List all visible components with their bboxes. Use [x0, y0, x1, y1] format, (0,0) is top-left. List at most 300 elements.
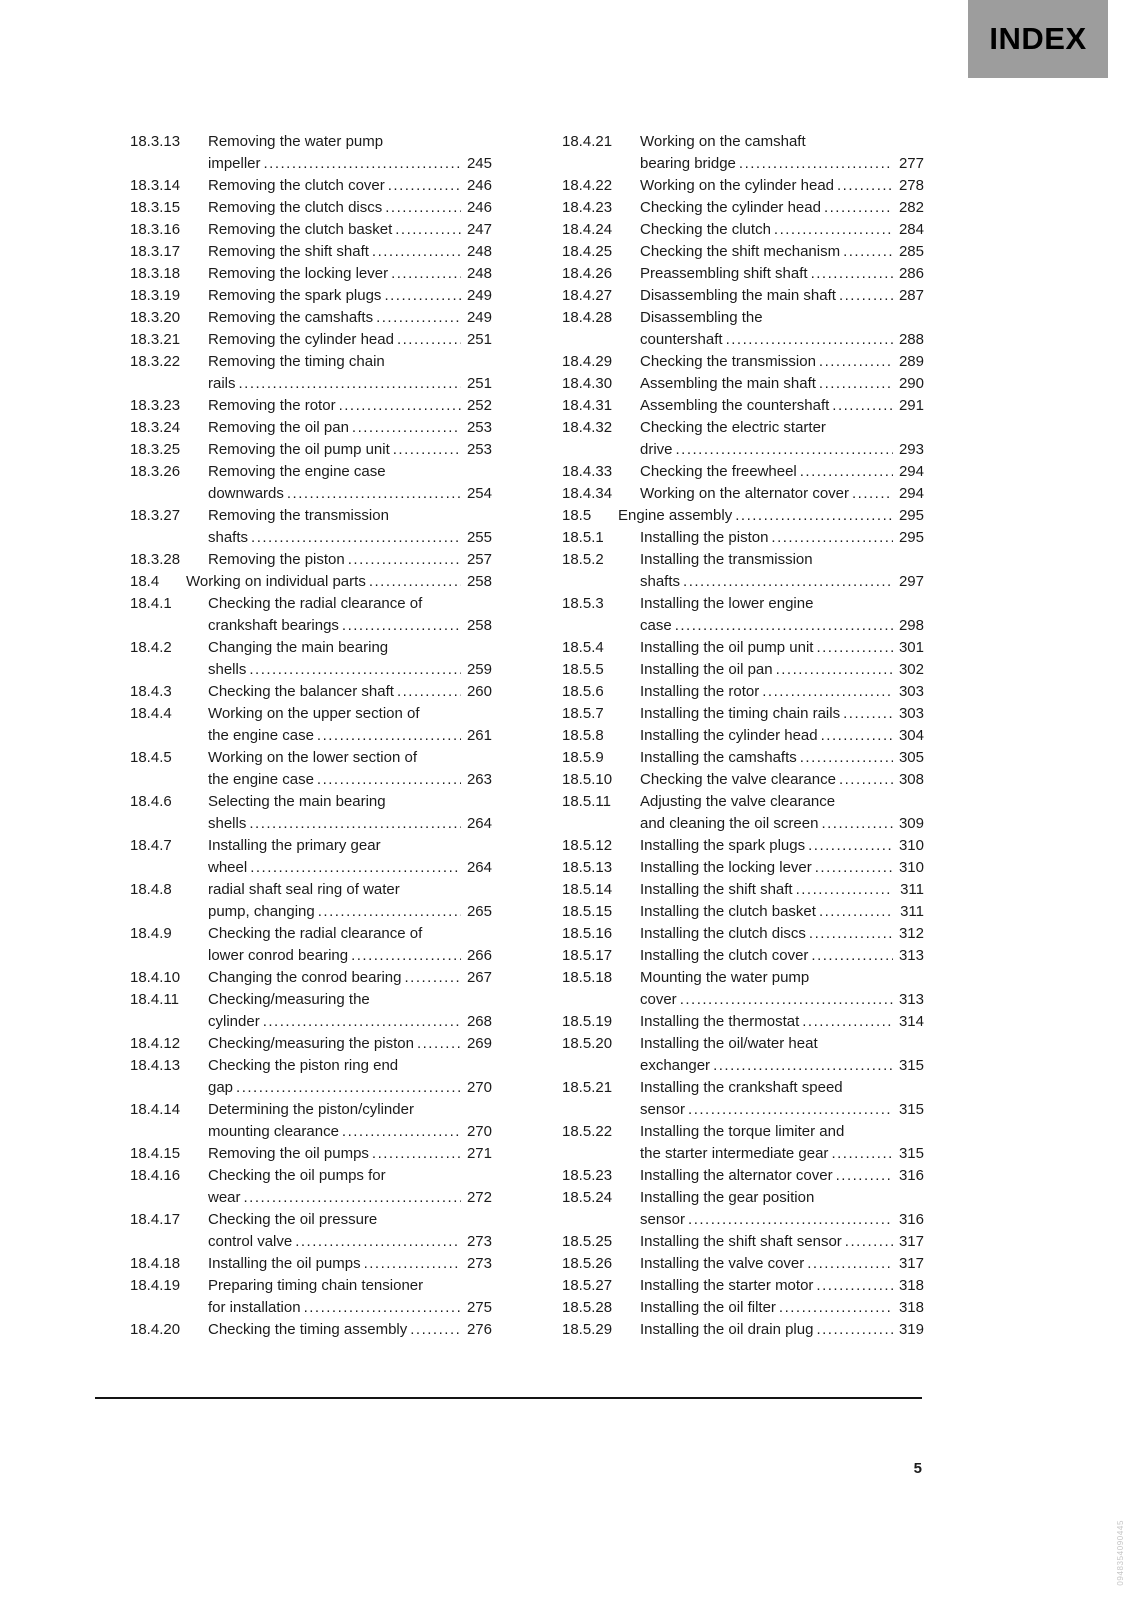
toc-entry: [130, 1033, 492, 1055]
dot-leader: [372, 1143, 461, 1165]
entry-number: [562, 989, 640, 1011]
toc-entry-line: [130, 725, 492, 747]
toc-entry: [562, 461, 924, 483]
toc-entry: [130, 351, 492, 395]
entry-number: 18.3.18: [130, 265, 181, 282]
entry-number: 18.4.2: [130, 639, 172, 656]
entry-title: Installing the cylinder head: [640, 727, 818, 744]
toc-entry-line: [130, 1297, 492, 1319]
entry-number: 18.5.13: [562, 859, 613, 876]
entry-title: Removing the oil pump unit: [208, 441, 390, 458]
entry-number: 18.3.17: [130, 243, 181, 260]
toc-entry: [130, 923, 492, 967]
dot-leader: [376, 307, 461, 329]
toc-entry-line: [562, 571, 924, 593]
entry-title: Changing the conrod bearing: [208, 969, 402, 986]
toc-entry-line: [562, 373, 924, 395]
entry-number: 18.4.12: [130, 1035, 181, 1052]
dot-leader: [317, 725, 461, 747]
toc-entry-line: [130, 1077, 492, 1099]
toc-entry-line: [130, 1143, 492, 1165]
entry-title: crankshaft bearings: [208, 617, 339, 634]
dot-leader: [821, 813, 893, 835]
entry-title: lower conrod bearing: [208, 947, 349, 964]
entry-number: [562, 813, 640, 835]
entry-title: Installing the rotor: [640, 683, 760, 700]
entry-number: 18.5.27: [562, 1277, 613, 1294]
entry-title: Installing the oil drain plug: [640, 1321, 814, 1338]
entry-page-number: 310: [898, 837, 924, 854]
dot-leader: [395, 219, 461, 241]
toc-entry-line: [562, 857, 924, 879]
toc-entry-line: [562, 593, 924, 615]
toc-entry-line: [562, 1033, 924, 1055]
dot-leader: [369, 571, 461, 593]
dot-leader: [680, 989, 893, 1011]
toc-entry-line: [562, 747, 924, 769]
toc-entry-line: [562, 197, 924, 219]
toc-entry: [562, 835, 924, 857]
index-header-box: [968, 0, 1108, 78]
toc-entry: [130, 1143, 492, 1165]
entry-page-number: 272: [466, 1189, 492, 1206]
entry-number: 18.3.22: [130, 353, 181, 370]
dot-leader: [352, 417, 461, 439]
dot-leader: [397, 329, 461, 351]
toc-entry: [562, 373, 924, 395]
entry-title: Checking the freewheel: [640, 463, 797, 480]
toc-entry-line: [130, 549, 492, 571]
toc-entry: [562, 241, 924, 263]
toc-entry: [562, 483, 924, 505]
dot-leader: [251, 527, 461, 549]
entry-title: Assembling the main shaft: [640, 375, 816, 392]
toc-entry-line: [130, 351, 492, 373]
toc-entry: [130, 197, 492, 219]
toc-entry: [130, 505, 492, 549]
toc-entry-line: [562, 1187, 924, 1209]
dot-leader: [726, 329, 893, 351]
entry-title: pump, changing: [208, 903, 315, 920]
toc-entry-line: [130, 989, 492, 1011]
entry-title: Installing the locking lever: [640, 859, 812, 876]
dot-leader: [852, 483, 893, 505]
entry-page-number: 271: [466, 1145, 492, 1162]
toc-entry-line: [130, 219, 492, 241]
entry-page-number: 305: [898, 749, 924, 766]
toc-entry: [562, 285, 924, 307]
toc-entry-line: [562, 967, 924, 989]
entry-number: [130, 615, 208, 637]
toc-entry: [562, 175, 924, 197]
entry-title: Installing the timing chain rails: [640, 705, 841, 722]
entry-number: [130, 659, 208, 681]
toc-entry-line: [130, 197, 492, 219]
entry-page-number: 315: [898, 1145, 924, 1162]
toc-entry-line: [562, 813, 924, 835]
entry-number: [130, 1187, 208, 1209]
dot-leader: [762, 681, 893, 703]
toc-entry-line: [562, 791, 924, 813]
toc-entry-line: [130, 1165, 492, 1187]
entry-title: Removing the timing chain: [208, 353, 385, 370]
entry-number: [130, 527, 208, 549]
entry-title: shells: [208, 661, 247, 678]
entry-title: radial shaft seal ring of water: [208, 881, 400, 898]
toc-entry-line: [562, 615, 924, 637]
entry-number: 18.3.25: [130, 441, 181, 458]
dot-leader: [239, 373, 461, 395]
entry-title: case: [640, 617, 672, 634]
entry-title: Installing the shift shaft sensor: [640, 1233, 842, 1250]
footer-rule: [95, 1397, 922, 1399]
toc-entry: [562, 967, 924, 1011]
entry-page-number: 298: [898, 617, 924, 634]
toc-entry-line: [562, 329, 924, 351]
toc-entry-line: [562, 131, 924, 153]
dot-leader: [809, 923, 893, 945]
toc-entry: [130, 329, 492, 351]
entry-number: 18.5.19: [562, 1013, 613, 1030]
toc-entry-line: [130, 285, 492, 307]
dot-leader: [372, 241, 461, 263]
toc-entry-line: [130, 857, 492, 879]
entry-title: Removing the clutch basket: [208, 221, 393, 238]
entry-page-number: 293: [898, 441, 924, 458]
entry-page-number: 286: [898, 265, 924, 282]
toc-entry: [130, 1319, 492, 1341]
entry-title: Checking the cylinder head: [640, 199, 821, 216]
entry-page-number: 304: [898, 727, 924, 744]
entry-number: [130, 901, 208, 923]
toc-entry-line: [562, 505, 924, 527]
dot-leader: [819, 351, 893, 373]
entry-page-number: 313: [898, 991, 924, 1008]
entry-page-number: 316: [898, 1211, 924, 1228]
entry-title: cover: [640, 991, 677, 1008]
table-of-contents: [130, 131, 924, 1341]
entry-title: Checking the oil pumps for: [208, 1167, 386, 1184]
toc-entry-line: [130, 835, 492, 857]
entry-number: 18.4.4: [130, 705, 172, 722]
entry-number: [130, 373, 208, 395]
entry-title: Disassembling the main shaft: [640, 287, 836, 304]
entry-number: 18.5.22: [562, 1123, 613, 1140]
toc-entry: [562, 351, 924, 373]
toc-entry: [562, 1165, 924, 1187]
toc-entry-line: [562, 1253, 924, 1275]
toc-entry-line: [562, 835, 924, 857]
dot-leader: [837, 175, 893, 197]
toc-entry-line: [562, 1275, 924, 1297]
entry-page-number: 308: [898, 771, 924, 788]
entry-number: 18.4.8: [130, 881, 172, 898]
entry-number: 18.5.16: [562, 925, 613, 942]
entry-number: 18.4.6: [130, 793, 172, 810]
toc-entry-line: [130, 417, 492, 439]
entry-page-number: 285: [898, 243, 924, 260]
entry-title: Working on the lower section of: [208, 749, 417, 766]
toc-entry-line: [130, 747, 492, 769]
entry-title: Checking/measuring the piston: [208, 1035, 414, 1052]
toc-entry: [130, 1099, 492, 1143]
toc-entry-line: [562, 439, 924, 461]
dot-leader: [688, 1099, 893, 1121]
toc-entry-line: [562, 1011, 924, 1033]
dot-leader: [843, 241, 893, 263]
entry-title: Disassembling the: [640, 309, 763, 326]
toc-entry-line: [130, 329, 492, 351]
toc-entry: [562, 1297, 924, 1319]
entry-number: 18.4.25: [562, 243, 613, 260]
entry-number: 18.5.9: [562, 749, 604, 766]
toc-column-left: [130, 131, 492, 1341]
toc-entry-line: [130, 681, 492, 703]
entry-title: Installing the crankshaft speed: [640, 1079, 843, 1096]
entry-page-number: 295: [898, 507, 924, 524]
entry-title: the starter intermediate gear: [640, 1145, 829, 1162]
entry-page-number: 275: [466, 1299, 492, 1316]
toc-entry: [562, 395, 924, 417]
entry-title: rails: [208, 375, 236, 392]
entry-page-number: 313: [898, 947, 924, 964]
entry-title: Installing the piston: [640, 529, 769, 546]
entry-number: [562, 1099, 640, 1121]
entry-number: 18.5.2: [562, 551, 604, 568]
toc-entry-line: [130, 791, 492, 813]
toc-entry-line: [562, 395, 924, 417]
toc-entry-line: [130, 593, 492, 615]
entry-page-number: 264: [466, 815, 492, 832]
toc-entry: [130, 1253, 492, 1275]
entry-page-number: 315: [898, 1057, 924, 1074]
toc-entry: [562, 637, 924, 659]
entry-title: Working on the cylinder head: [640, 177, 835, 194]
toc-entry-line: [130, 769, 492, 791]
dot-leader: [295, 1231, 461, 1253]
dot-leader: [236, 1077, 461, 1099]
entry-title: Removing the locking lever: [208, 265, 389, 282]
entry-number: [130, 1077, 208, 1099]
entry-number: [562, 153, 640, 175]
dot-leader: [808, 835, 893, 857]
entry-number: [130, 857, 208, 879]
entry-number: 18.3.15: [130, 199, 181, 216]
entry-number: 18.3.27: [130, 507, 181, 524]
dot-leader: [348, 549, 461, 571]
toc-entry-line: [562, 1209, 924, 1231]
dot-leader: [249, 659, 461, 681]
toc-entry: [130, 263, 492, 285]
entry-title: Checking the clutch: [640, 221, 771, 238]
toc-entry-line: [562, 1077, 924, 1099]
entry-title: Installing the alternator cover: [640, 1167, 833, 1184]
toc-entry-line: [562, 461, 924, 483]
entry-title: countershaft: [640, 331, 723, 348]
entry-number: 18.5.14: [562, 881, 613, 898]
dot-leader: [244, 1187, 461, 1209]
entry-title: Mounting the water pump: [640, 969, 810, 986]
toc-entry-line: [130, 483, 492, 505]
entry-title: shells: [208, 815, 247, 832]
entry-title: Checking the balancer shaft: [208, 683, 394, 700]
toc-entry: [562, 527, 924, 549]
toc-entry-line: [130, 659, 492, 681]
toc-entry-line: [562, 417, 924, 439]
entry-number: 18.4.32: [562, 419, 613, 436]
dot-leader: [832, 395, 893, 417]
entry-number: 18.3.16: [130, 221, 181, 238]
entry-title: Removing the water pump: [208, 133, 384, 150]
toc-entry: [130, 703, 492, 747]
entry-number: 18.3.20: [130, 309, 181, 326]
entry-number: 18.4.13: [130, 1057, 181, 1074]
entry-page-number: 267: [466, 969, 492, 986]
entry-number: 18.3.24: [130, 419, 181, 436]
entry-title: Installing the starter motor: [640, 1277, 814, 1294]
watermark-text: 0948354090445: [1116, 1520, 1125, 1586]
toc-entry: [562, 1187, 924, 1231]
toc-entry: [562, 505, 924, 527]
entry-title: gap: [208, 1079, 234, 1096]
entry-number: 18.3.13: [130, 133, 181, 150]
toc-entry-line: [130, 1231, 492, 1253]
entry-title: Removing the oil pan: [208, 419, 349, 436]
entry-number: 18.4.1: [130, 595, 172, 612]
dot-leader: [811, 263, 893, 285]
dot-leader: [264, 153, 461, 175]
entry-title: Installing the spark plugs: [640, 837, 806, 854]
toc-entry: [130, 593, 492, 637]
entry-page-number: 265: [466, 903, 492, 920]
entry-page-number: 317: [898, 1255, 924, 1272]
toc-entry-line: [130, 637, 492, 659]
entry-page-number: 249: [466, 287, 492, 304]
entry-title: Installing the oil pump unit: [640, 639, 814, 656]
entry-number: 18.5.11: [562, 793, 611, 810]
dot-leader: [397, 681, 461, 703]
entry-page-number: 289: [898, 353, 924, 370]
toc-entry-line: [562, 307, 924, 329]
entry-number: 18.4.5: [130, 749, 172, 766]
toc-column-right: [562, 131, 924, 1341]
dot-leader: [676, 439, 893, 461]
toc-entry: [130, 967, 492, 989]
toc-entry: [130, 637, 492, 681]
toc-entry: [562, 1011, 924, 1033]
entry-number: 18.4.23: [562, 199, 613, 216]
toc-entry: [130, 1275, 492, 1319]
dot-leader: [779, 1297, 893, 1319]
entry-number: 18.4.16: [130, 1167, 181, 1184]
entry-number: 18.4.20: [130, 1321, 181, 1338]
entry-page-number: 273: [466, 1255, 492, 1272]
entry-number: [562, 571, 640, 593]
entry-page-number: 266: [466, 947, 492, 964]
toc-entry: [562, 549, 924, 593]
entry-page-number: 314: [898, 1013, 924, 1030]
entry-title: Removing the cylinder head: [208, 331, 394, 348]
entry-title: Changing the main bearing: [208, 639, 389, 656]
toc-entry-line: [130, 1011, 492, 1033]
toc-entry-line: [130, 307, 492, 329]
toc-entry-line: [130, 1099, 492, 1121]
toc-entry-line: [562, 659, 924, 681]
entry-number: 18.5.8: [562, 727, 604, 744]
entry-number: 18.5.20: [562, 1035, 613, 1052]
entry-title: Preparing timing chain tensioner: [208, 1277, 424, 1294]
entry-page-number: 278: [898, 177, 924, 194]
toc-entry-line: [130, 813, 492, 835]
toc-entry: [130, 1165, 492, 1209]
entry-title: Removing the camshafts: [208, 309, 374, 326]
entry-page-number: 255: [466, 529, 492, 546]
entry-page-number: 252: [466, 397, 492, 414]
entry-page-number: 261: [466, 727, 492, 744]
entry-number: 18.5.7: [562, 705, 604, 722]
toc-entry-line: [562, 989, 924, 1011]
toc-entry-line: [130, 879, 492, 901]
entry-number: [130, 945, 208, 967]
entry-page-number: 318: [898, 1277, 924, 1294]
entry-title: downwards: [208, 485, 284, 502]
toc-entry: [130, 307, 492, 329]
entry-title: wheel: [208, 859, 248, 876]
toc-entry: [562, 219, 924, 241]
dot-leader: [391, 263, 461, 285]
toc-entry: [130, 989, 492, 1033]
toc-entry-line: [562, 1165, 924, 1187]
toc-entry: [562, 725, 924, 747]
entry-title: Installing the torque limiter and: [640, 1123, 845, 1140]
entry-page-number: 319: [898, 1321, 924, 1338]
toc-entry-line: [562, 219, 924, 241]
toc-entry: [562, 923, 924, 945]
dot-leader: [249, 813, 461, 835]
toc-entry-line: [130, 439, 492, 461]
entry-title: Installing the oil pumps: [208, 1255, 361, 1272]
toc-entry-line: [130, 175, 492, 197]
entry-title: Installing the clutch discs: [640, 925, 806, 942]
entry-title: Checking the radial clearance of: [208, 595, 423, 612]
entry-number: 18.4.18: [130, 1255, 181, 1272]
toc-entry-line: [562, 901, 924, 923]
entry-number: 18.5.24: [562, 1189, 613, 1206]
entry-page-number: 258: [466, 573, 492, 590]
entry-number: 18.5.10: [562, 771, 613, 788]
dot-leader: [351, 945, 461, 967]
dot-leader: [713, 1055, 893, 1077]
dot-leader: [404, 967, 461, 989]
dot-leader: [816, 1319, 893, 1341]
entry-page-number: 251: [466, 331, 492, 348]
entry-title: Installing the oil pan: [640, 661, 773, 678]
entry-number: 18.4.26: [562, 265, 613, 282]
toc-entry: [130, 461, 492, 505]
entry-title: control valve: [208, 1233, 293, 1250]
entry-number: 18.5.5: [562, 661, 604, 678]
entry-title: Checking the valve clearance: [640, 771, 836, 788]
toc-entry-line: [130, 901, 492, 923]
dot-leader: [739, 153, 893, 175]
toc-entry-line: [130, 1121, 492, 1143]
entry-page-number: 287: [898, 287, 924, 304]
toc-entry-line: [562, 1055, 924, 1077]
toc-entry: [562, 1253, 924, 1275]
toc-entry: [130, 1055, 492, 1099]
entry-number: 18.3.19: [130, 287, 181, 304]
toc-entry: [562, 791, 924, 835]
